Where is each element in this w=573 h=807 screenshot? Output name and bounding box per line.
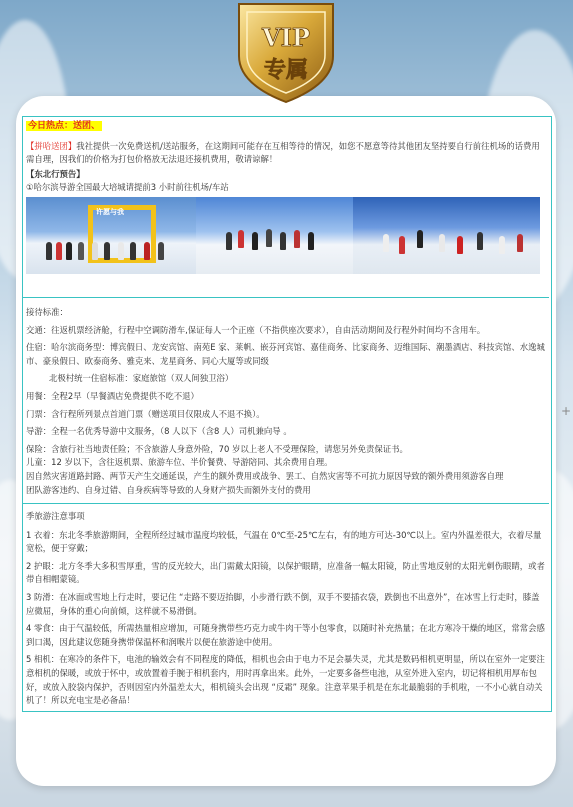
note-line: 5 相机：在寒冷的条件下，电池的输效会有不同程度的降低，相机也会由于电力不足会暴失灵，尤其是数码相机更明显，所以在室外一定要注意相机的保暖，或放于怀中，或放置着手腕于相机套内，用时再拿出来。此外，一定要多备些电池，从室外进入室内，切记将相机用厚布包好，或放入胶袋内保护，否则因室内外温差太大，相机镜头会出现 “反霜” 现象。注意苹果手机是在东北最脆弱的手机啦，一不小心就自动关机了！所以充电宝是必备品！ bbox=[26, 654, 545, 706]
transfer-paragraph bbox=[23, 140, 549, 167]
note-line: 1 衣着：东北冬季旅游期间，全程所经过城市温度均较低，气温在 0℃至-25℃左右，有的地方可达-30℃以上。室内外温差很大，衣着尽量宽松，便于穿戴； bbox=[26, 529, 542, 554]
note-line: 2 护眼：北方冬季大多积雪厚重，雪的反光较大，出门需戴太阳镜，以保护眼睛，应准备一幅太阳镜，防止雪地反射的太阳光刺伤眼睛，或者带自相帽蒙镜。 bbox=[26, 560, 545, 585]
hot-title: 今日热点：送团、 bbox=[28, 121, 101, 131]
transfer-tag: 【拼哈送团】 bbox=[26, 140, 77, 151]
standards-section bbox=[23, 300, 549, 504]
note-line: 3 防滑：在冰面或雪地上行走时，要记住 “走路不要迈抬脚，小步滑行跌不倒，双手不要插衣袋，跌倒也不出意外”，在冰雪上行走时，膝盖应微屈，身体的重心向前倾，这样就不易滑倒。 bbox=[26, 591, 540, 616]
standard-line: 儿童：12 岁以下，含往返机票、旅游车位、半价餐费、导游陪同、其余费用自理。 bbox=[26, 457, 333, 468]
standard-line: 团队游客违约、自身过错、自身疾病等导致的人身财产损失而额外支付的费用 bbox=[26, 484, 311, 495]
photo-strip bbox=[23, 197, 549, 274]
standard-line: 保险：含旅行社当地责任险；不含旅游人身意外险，70 岁以上老人不受理保险，请您另外免责保证书。 bbox=[26, 443, 408, 454]
photo-snow-frame bbox=[26, 197, 196, 274]
transfer-text: 我社提供一次免费送机/送站服务，在这期间可能存在互相等待的情况，如您不愿意等待其他团友坚持要自行前往机场的话费用需自理，因我们的价格为打包价格放无法退还接机费用，敬请谅解！ bbox=[26, 140, 540, 165]
vip-text: VIP bbox=[262, 23, 310, 52]
photo-snow-group bbox=[353, 197, 540, 274]
notes-section bbox=[23, 506, 549, 709]
standard-line: 交通：往返机票经济舱，行程中空调防滑车,保证每人一个正座（不指供座次要求），自由活动期间及行程外时间均不含用车。 bbox=[26, 324, 486, 335]
vip-badge bbox=[233, 0, 339, 104]
standard-line: 导游：全程一名优秀导游中文服务，（8 人以下（含8 人）司机兼向导 。 bbox=[26, 426, 292, 437]
photo-snow-jump bbox=[196, 197, 353, 274]
note-line: 4 零食：由于气温较低，所需热量相应增加，可随身携带些巧克力或牛肉干等小包零食，以随时补充热量；在北方寒冷干燥的地区，常常会感到口渴，因此建议您随身携带保温杯和润喉片以便在旅游途中使用。 bbox=[26, 623, 545, 647]
plus-icon[interactable]: + bbox=[560, 404, 571, 418]
standards-title: 接待标准： bbox=[26, 307, 68, 317]
intro-section bbox=[23, 117, 549, 298]
standard-line: 门票：含行程所列景点首道门票（赠送项目仅限成人不退不换）。 bbox=[26, 408, 265, 419]
content-frame bbox=[22, 116, 552, 712]
forecast-text: ①哈尔滨导游全国最大培城请提前3 小时前往机场/车站 bbox=[26, 182, 229, 193]
standard-line: 因自然灾害道路封路、两节天产生交通延误，产生的额外费用或战争、罢工、自然灾害等不可抗力原因导致的额外费用须游客自理 bbox=[26, 470, 504, 481]
standard-line: 住宿：哈尔滨商务型：博宾假日、龙安宾馆、南苑E 家、莱帆、嵌芬河宾馆、嘉佳商务、比家商务、迈维国际、潮墨酒店、科技宾馆、水逸城市、豪泉假日、欧泰商务、雅克来、龙星商务、同心大厦等或同级 bbox=[26, 342, 545, 366]
standard-line: 用餐：全程2早（早餐酒店免费提供不吃不退） bbox=[26, 390, 199, 401]
forecast-heading: 【东北行预告】 bbox=[26, 168, 85, 179]
zhuanshu-text: 专属 bbox=[263, 58, 309, 83]
standard-line: 北极村统一住宿标准：家庭旅馆（双人间独卫浴） bbox=[49, 373, 234, 384]
photo-sign-text: 许愿与我 bbox=[96, 207, 124, 216]
notes-title: 季旅游注意事项 bbox=[26, 511, 85, 521]
